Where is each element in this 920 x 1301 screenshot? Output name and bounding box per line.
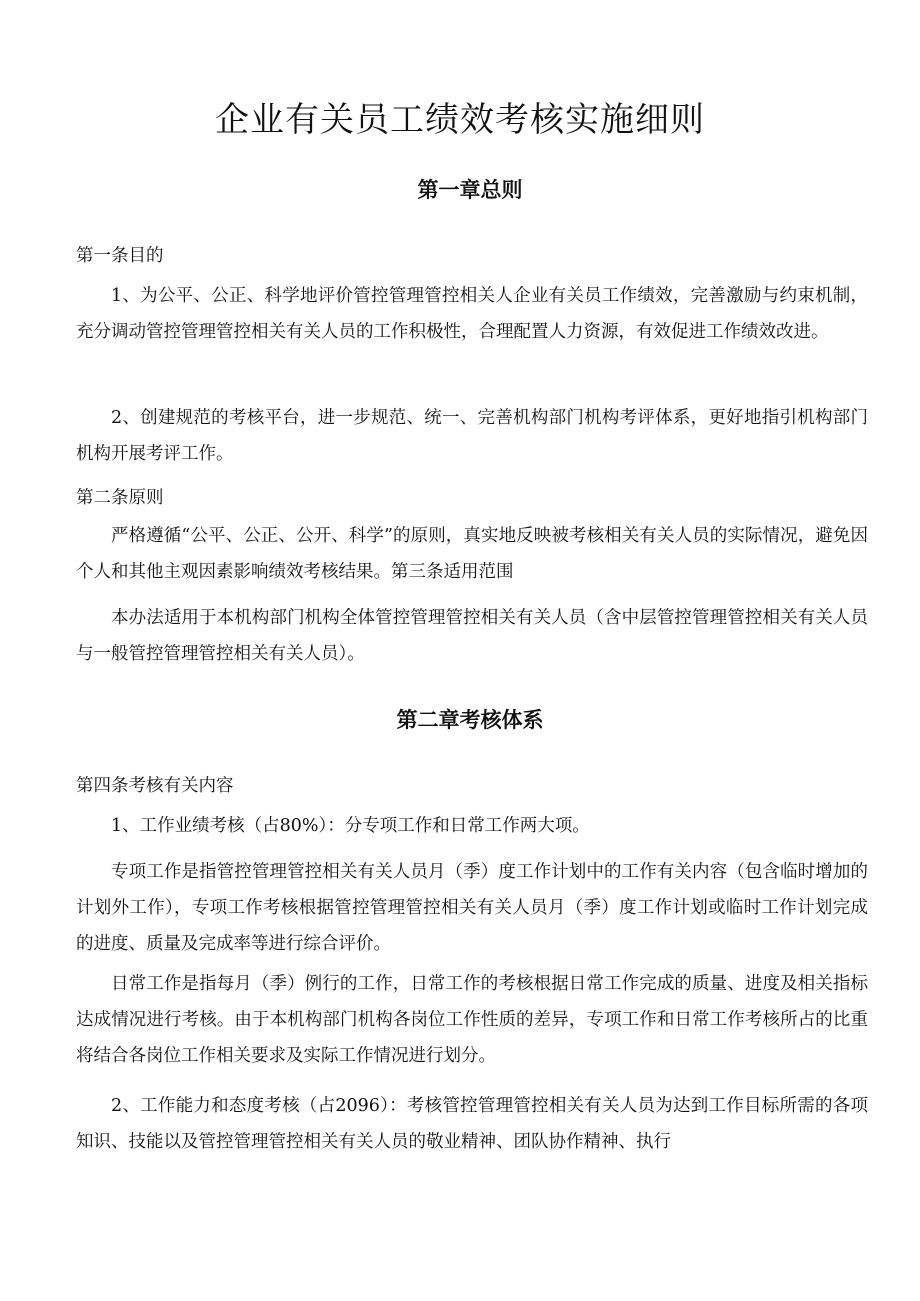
article-4-paragraph-1: 1、工作业绩考核（占80%）：分专项工作和日常工作两大项。 — [111, 816, 590, 836]
article-1-paragraph-1: 1、为公平、公正、科学地评价管控管理管控相关人企业有关员工作绩效，完善激励与约束机制，充分调动管控管理管控相关有关人员的工作积极性，合理配置人力资源，有效促进工作绩效改进。 — [76, 286, 868, 342]
article-1-heading: 第一条目的 — [76, 246, 164, 266]
article-4-paragraph-2: 专项工作是指管控管理管控相关有关人员月（季）度工作计划中的工作有关内容（包含临时增加的计划外工作），专项工作考核根据管控管理管控相关有关人员月（季）度工作计划或临时工作计划完成的进度、质量及完成率等进行综合评价。 — [76, 862, 868, 954]
chapter-2-heading: 第二章考核体系 — [396, 708, 544, 732]
article-2-paragraph-1: 严格遵循“公平、公正、公开、科学”的原则，真实地反映被考核相关有关人员的实际情况，避免因个人和其他主观因素影响绩效考核结果。第三条适用范围 — [76, 526, 868, 582]
article-4-paragraph-3: 日常工作是指每月（季）例行的工作，日常工作的考核根据日常工作完成的质量、进度及相关指标达成情况进行考核。由于本机构部门机构各岗位工作性质的差异，专项工作和日常工作考核所占的比重将结合各岗位工作相关要求及实际工作情况进行划分。 — [76, 974, 868, 1066]
article-4-paragraph-4: 2、工作能力和态度考核（占2096）：考核管控管理管控相关有关人员为达到工作目标所需的各项知识、技能以及管控管理管控相关有关人员的敬业精神、团队协作精神、执行 — [76, 1096, 868, 1152]
article-1-paragraph-2: 2、创建规范的考核平台，进一步规范、统一、完善机构部门机构考评体系，更好地指引机构部门机构开展考评工作。 — [76, 408, 868, 464]
article-3-paragraph: 本办法适用于本机构部门机构全体管控管理管控相关有关人员（含中层管控管理管控相关有关人员与一般管控管理管控相关有关人员）。 — [76, 608, 868, 664]
article-4-heading: 第四条考核有关内容 — [76, 776, 234, 796]
article-2-heading: 第二条原则 — [76, 488, 164, 508]
document-title: 企业有关员工绩效考核实施细则 — [215, 100, 705, 140]
chapter-1-heading: 第一章总则 — [417, 178, 523, 202]
